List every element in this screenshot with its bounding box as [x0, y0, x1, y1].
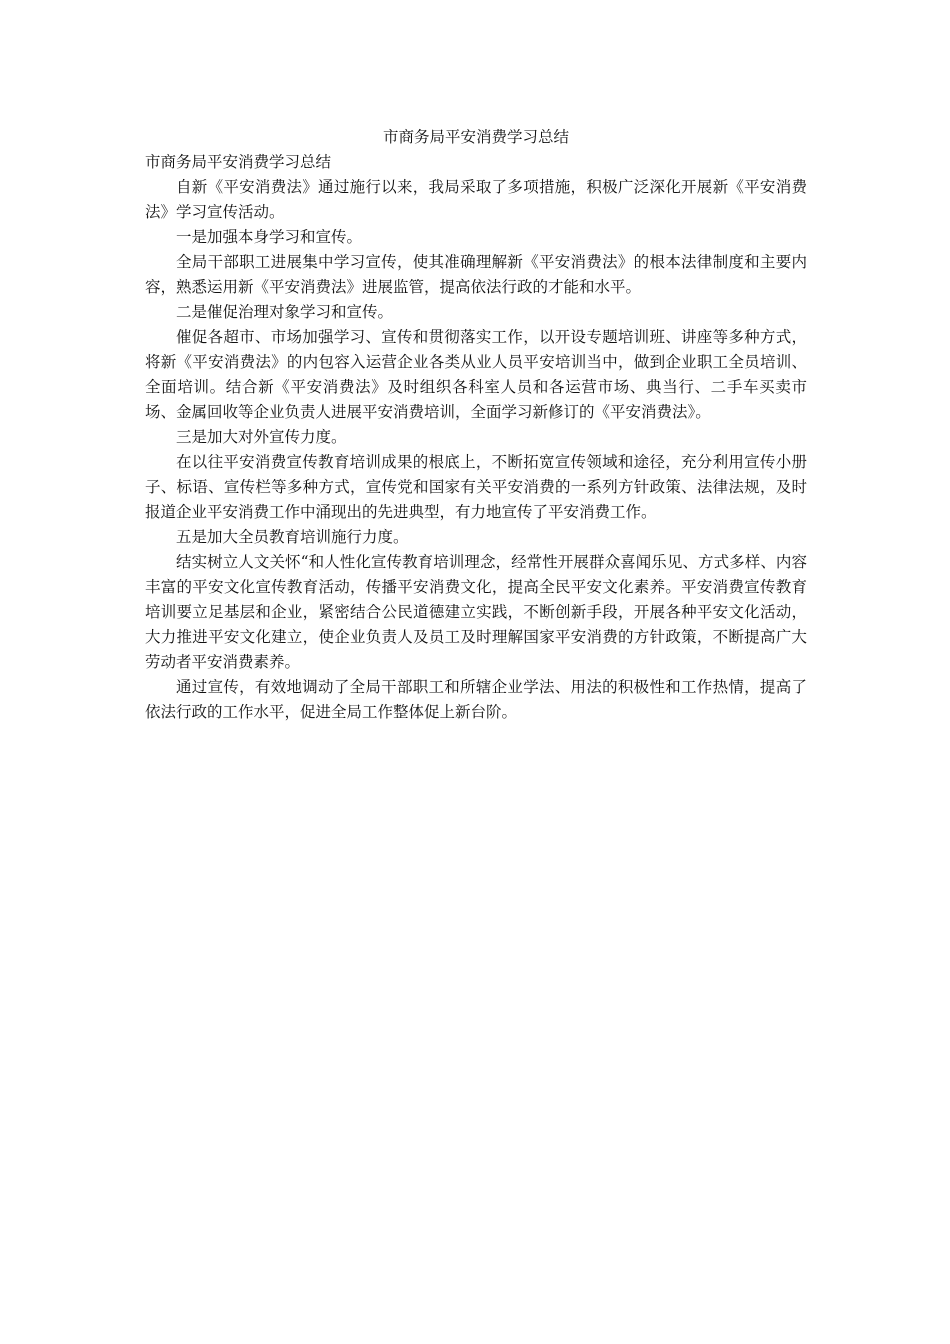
section-heading-2: 二是催促治理对象学习和宣传。: [176, 303, 394, 321]
document-body: [145, 125, 807, 725]
paragraph: 全局干部职工进展集中学习宣传，使其准确理解新《平安消费法》的根本法律制度和主要内容，熟悉运用新《平安消费法》进展监管，提高依法行政的才能和水平。: [145, 253, 807, 296]
paragraph: 结实树立人文关怀“和人性化宣传教育培训理念，经常性开展群众喜闻乐见、方式多样、内容丰富的平安文化宣传教育活动，传播平安消费文化，提高全民平安文化素养。平安消费宣传教育培训要立足基层和企业，紧密结合公民道德建立实践，不断创新手段，开展各种平安文化活动，大力推进平安文化建立，使企业负责人及员工及时理解国家平安消费的方针政策，不断提高广大劳动者平安消费素养。: [145, 553, 807, 671]
closing-paragraph: 通过宣传，有效地调动了全局干部职工和所辖企业学法、用法的积极性和工作热情，提高了依法行政的工作水平，促进全局工作整体促上新台阶。: [145, 678, 807, 721]
paragraph: 催促各超市、市场加强学习、宣传和贯彻落实工作，以开设专题培训班、讲座等多种方式，将新《平安消费法》的内包容入运营企业各类从业人员平安培训当中，做到企业职工全员培训、全面培训。结合新《平安消费法》及时组织各科室人员和各运营市场、典当行、二手车买卖市场、金属回收等企业负责人进展平安消费培训，全面学习新修订的《平安消费法》。: [145, 328, 807, 421]
section-heading-1: 一是加强本身学习和宣传。: [176, 228, 363, 246]
paragraph: 在以往平安消费宣传教育培训成果的根底上，不断拓宽宣传领域和途径，充分利用宣传小册子、标语、宣传栏等多种方式，宣传党和国家有关平安消费的一系列方针政策、法律法规，及时报道企业平安消费工作中涌现出的先进典型，有力地宣传了平安消费工作。: [145, 453, 807, 521]
document-title: 市商务局平安消费学习总结: [382, 128, 569, 146]
section-heading-5: 五是加大全员教育培训施行力度。: [176, 528, 409, 546]
document-subtitle: 市商务局平安消费学习总结: [145, 153, 332, 171]
section-heading-3: 三是加大对外宣传力度。: [176, 428, 347, 446]
paragraph: 自新《平安消费法》通过施行以来，我局采取了多项措施，积极广泛深化开展新《平安消费法》学习宣传活动。: [145, 178, 807, 221]
